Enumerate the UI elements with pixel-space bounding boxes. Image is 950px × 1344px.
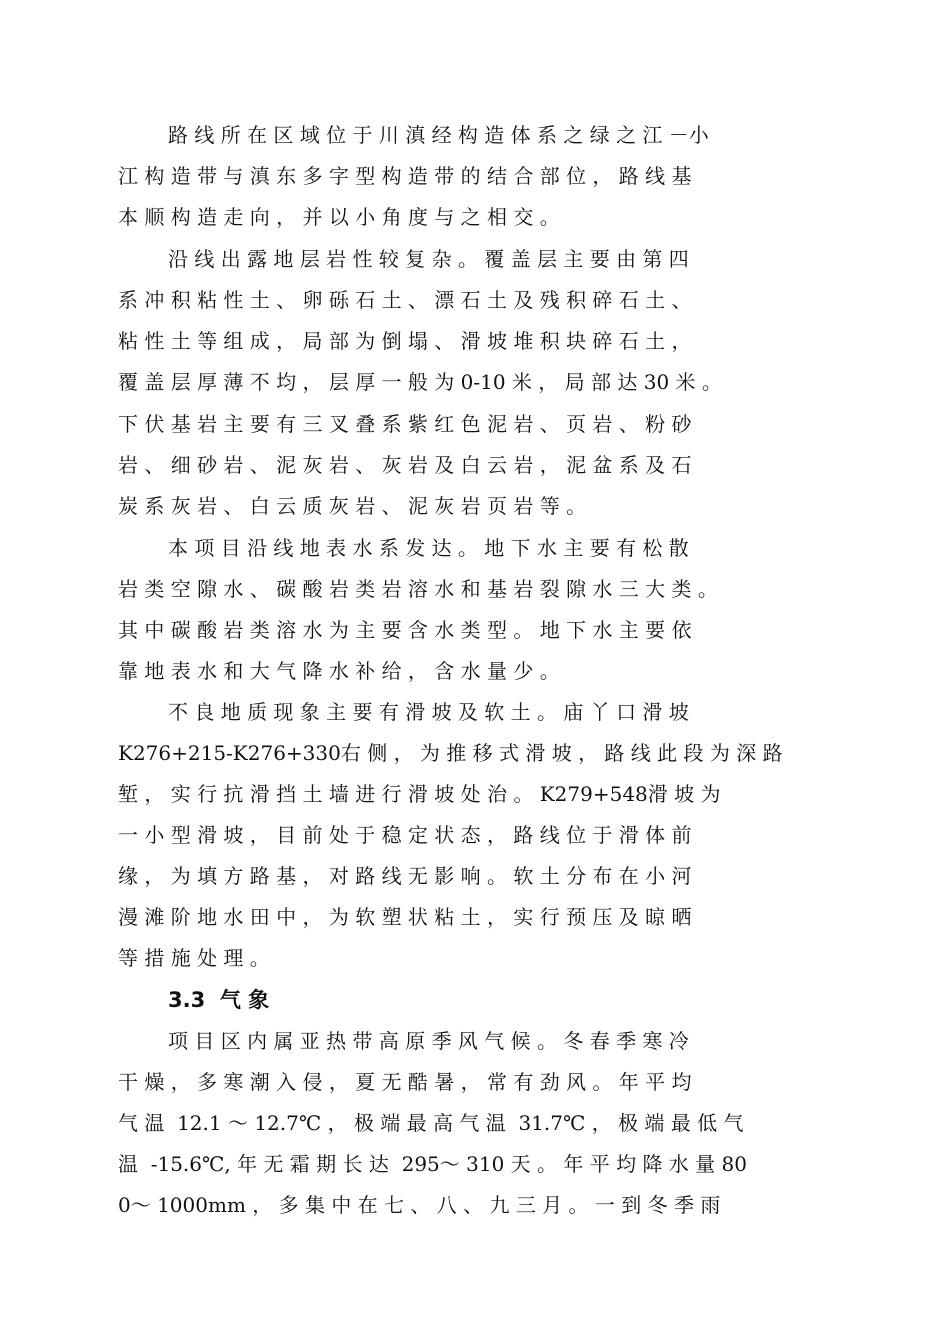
section-line-4: 温 -15.6℃, 年 无 霜 期 长 达 295～ 310 天 。 年 平 均 降 水 量 80 (118, 1152, 747, 1176)
section-heading: 3.3 气 象 (168, 988, 270, 1012)
section-line-1: 项 目 区 内 属 亚 热 带 高 原 季 风 气 候 。 冬 春 季 寒 冷 (168, 1029, 689, 1053)
paragraph-3-line-3: 其 中 碳 酸 岩 类 溶 水 为 主 要 含 水 类 型 。 地 下 水 主 要 依 (118, 618, 692, 642)
paragraph-2-line-7: 炭 系 灰 岩 、 白 云 质 灰 岩 、 泥 灰 岩 页 岩 等 。 (118, 494, 587, 518)
paragraph-2-line-2: 系 冲 积 粘 性 土 、 卵 砾 石 土 、 漂 石 土 及 残 积 碎 石 土 、 (118, 288, 692, 312)
paragraph-4-line-1: 不 良 地 质 现 象 主 要 有 滑 坡 及 软 土 。 庙 丫 口 滑 坡 (168, 700, 689, 724)
section-line-2: 干 燥 ， 多 寒 潮 入 侵 ， 夏 无 酷 暑 ， 常 有 劲 风 。 年 平 均 (118, 1070, 692, 1094)
paragraph-4-line-2: K276+215-K276+330右 侧 ， 为 推 移 式 滑 坡 ， 路 线 此 段 为 深 路 (118, 741, 783, 765)
paragraph-4-line-7: 等 措 施 处 理 。 (118, 946, 270, 970)
section-line-3: 气 温 12.1 ～ 12.7℃ ， 极 端 最 高 气 温 31.7℃ ， 极 端 最 低 气 (118, 1111, 744, 1135)
paragraph-3-line-1: 本 项 目 沿 线 地 表 水 系 发 达 。 地 下 水 主 要 有 松 散 (168, 536, 689, 560)
paragraph-3-line-4: 靠 地 表 水 和 大 气 降 水 补 给 ， 含 水 量 少 。 (118, 659, 560, 683)
paragraph-4-line-5: 缘 ， 为 填 方 路 基 ， 对 路 线 无 影 响 。 软 土 分 布 在 小 河 (118, 864, 692, 888)
paragraph-2-line-1: 沿 线 出 露 地 层 岩 性 较 复 杂 。 覆 盖 层 主 要 由 第 四 (168, 247, 689, 271)
paragraph-1-line-3: 本 顺 构 造 走 向 ， 并 以 小 角 度 与 之 相 交 。 (118, 205, 560, 229)
paragraph-1-line-1: 路 线 所 在 区 域 位 于 川 滇 经 构 造 体 系 之 绿 之 江 －小 (168, 123, 709, 147)
paragraph-1-line-2: 江 构 造 带 与 滇 东 多 字 型 构 造 带 的 结 合 部 位 ， 路 线 基 (118, 164, 692, 188)
paragraph-2-line-5: 下 伏 基 岩 主 要 有 三 叉 叠 系 紫 红 色 泥 岩 、 页 岩 、 粉 砂 (118, 412, 692, 436)
paragraph-2-line-4: 覆 盖 层 厚 薄 不 均 ， 层 厚 一 般 为 0-10 米 ， 局 部 达 30 米 。 (118, 370, 722, 394)
paragraph-4-line-6: 漫 滩 阶 地 水 田 中 ， 为 软 塑 状 粘 土 ， 实 行 预 压 及 晾 晒 (118, 905, 692, 929)
paragraph-4-line-4: 一 小 型 滑 坡 ， 目 前 处 于 稳 定 状 态 ， 路 线 位 于 滑 体 前 (118, 823, 692, 847)
paragraph-2-line-6: 岩 、 细 砂 岩 、 泥 灰 岩 、 灰 岩 及 白 云 岩 ， 泥 盆 系 及 石 (118, 453, 692, 477)
paragraph-4-line-3: 堑 ， 实 行 抗 滑 挡 土 墙 进 行 滑 坡 处 治 。 K279+548滑 坡 为 (118, 782, 721, 806)
paragraph-2-line-3: 粘 性 土 等 组 成 ， 局 部 为 倒 塌 、 滑 坡 堆 积 块 碎 石 土 ， (118, 329, 692, 353)
section-line-5: 0～ 1000mm ， 多 集 中 在 七 、 八 、 九 三 月 。 一 到 冬 季 雨 (118, 1193, 721, 1217)
paragraph-3-line-2: 岩 类 空 隙 水 、 碳 酸 岩 类 岩 溶 水 和 基 岩 裂 隙 水 三 大 类 。 (118, 577, 718, 601)
